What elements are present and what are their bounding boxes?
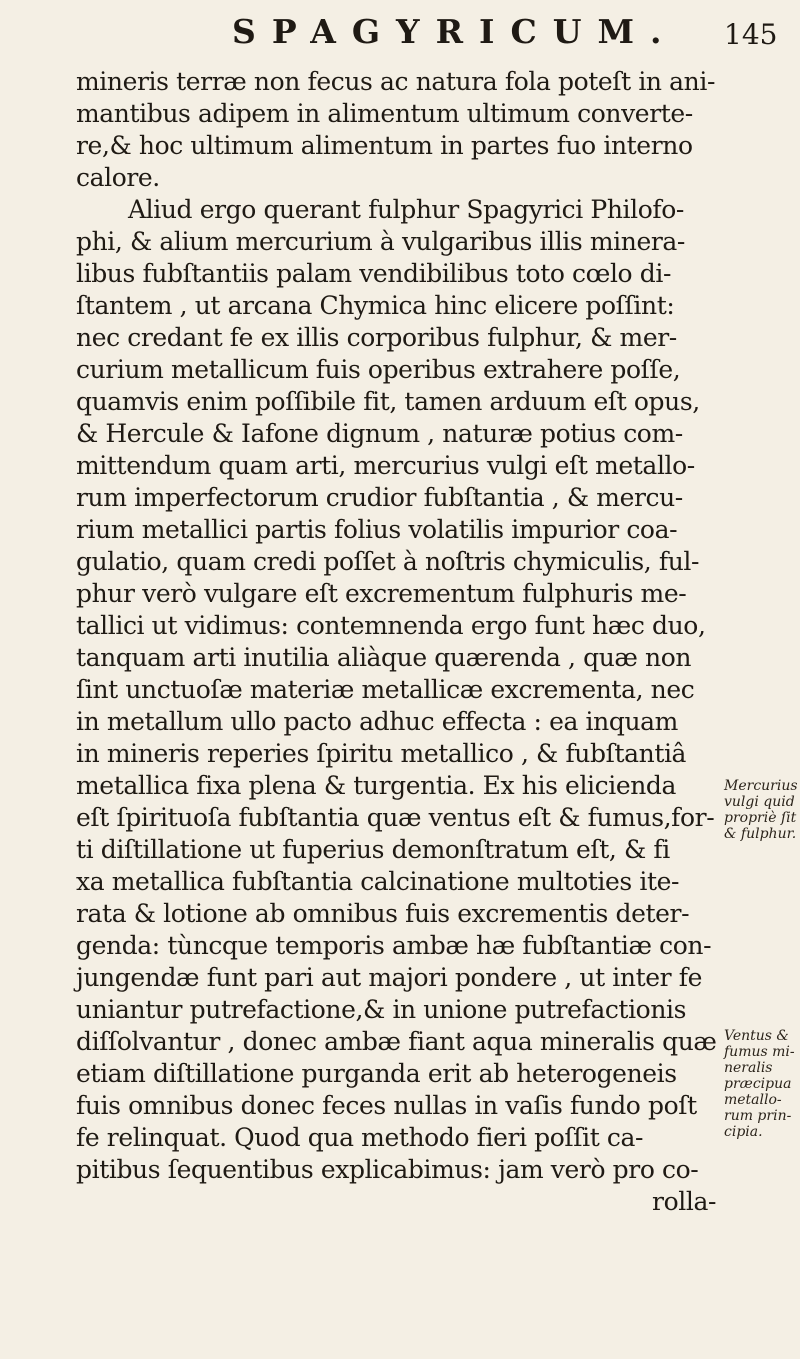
text-line: nec credant fe ex illis corporibus fulphur, & mer- (76, 323, 677, 352)
text-line: gulatio, quam credi poſſet à noſtris chymiculis, ful- (76, 547, 700, 576)
text-line: quamvis enim poſſibile fit, tamen arduum eſt opus, (76, 387, 700, 416)
text-line: mittendum quam arti, mercurius vulgi eſt metallo- (76, 451, 695, 480)
text-line: re,& hoc ultimum alimentum in partes fuo interno (76, 131, 693, 160)
text-line: rium metallici partis folius volatilis impurior coa- (76, 515, 678, 544)
text-line: ſint unctuoſæ materiæ metallicæ excrementa, nec (76, 675, 695, 704)
page-number: 145 (724, 18, 778, 51)
text-line: jungendæ funt pari aut majori pondere , ut inter fe (76, 963, 702, 992)
text-line: tanquam arti inutilia aliàque quærenda , quæ non (76, 643, 692, 672)
catchword: rolla- (652, 1187, 716, 1216)
marginal-line: præcipua (724, 1076, 792, 1092)
marginal-line: & fulphur. (724, 826, 797, 842)
text-line: fe relinquat. Quod qua methodo fieri poſſit ca- (76, 1123, 644, 1152)
text-line: uniantur putrefactione,& in unione putrefactionis (76, 995, 687, 1024)
marginal-line: Ventus & (724, 1028, 789, 1044)
text-line: in mineris reperies ſpiritu metallico , & fubſtantiâ (76, 739, 687, 768)
text-line: fuis omnibus donec feces nullas in vaſis fundo poſt (76, 1091, 697, 1120)
text-line: rata & lotione ab omnibus fuis excrementis deter- (76, 899, 690, 928)
text-line: xa metallica fubſtantia calcinatione multoties ite- (76, 867, 680, 896)
text-line: phur verò vulgare eſt excrementum fulphuris me- (76, 579, 687, 608)
text-line: mantibus adipem in alimentum ultimum converte- (76, 99, 693, 128)
marginal-line: Mercurius (724, 778, 798, 794)
text-line: libus fubſtantiis palam vendibilibus toto cœlo di- (76, 259, 672, 288)
text-line: metallica fixa plena & turgentia. Ex his elicienda (76, 771, 677, 800)
text-line: calore. (76, 163, 160, 192)
running-title: SPAGYRICUM. (232, 12, 678, 51)
text-line: mineris terræ non fecus ac natura fola poteſt in ani- (76, 67, 716, 96)
text-line: pitibus ſequentibus explicabimus: jam verò pro co- (76, 1155, 699, 1184)
marginal-note-ventus (724, 1028, 800, 1140)
text-line: genda: tùncque temporis ambæ hæ fubſtantiæ con- (76, 931, 712, 960)
marginal-note-mercurius (724, 778, 800, 842)
marginal-line: vulgi quid (724, 794, 795, 810)
page-header (0, 8, 800, 58)
marginal-line: metallo- (724, 1092, 782, 1108)
text-line: phi, & alium mercurium à vulgaribus illis minera- (76, 227, 685, 256)
text-line: ſtantem , ut arcana Chymica hinc elicere poſſint: (76, 291, 675, 320)
text-line: curium metallicum fuis operibus extrahere poſſe, (76, 355, 681, 384)
text-line: in metallum ullo pacto adhuc effecta : ea inquam (76, 707, 678, 736)
marginal-line: propriè ſit (724, 810, 797, 826)
text-line: ti diſtillatione ut fuperius demonſtratum eſt, & fi (76, 835, 670, 864)
marginal-line: rum prin- (724, 1108, 792, 1124)
text-line: & Hercule & Iafone dignum , naturæ potius com- (76, 419, 683, 448)
marginal-line: neralis (724, 1060, 773, 1076)
marginal-line: cipia. (724, 1124, 763, 1140)
text-line: rum imperfectorum crudior fubſtantia , & mercu- (76, 483, 683, 512)
text-line: diſſolvantur , donec ambæ fiant aqua mineralis quæ (76, 1027, 717, 1056)
body-text (76, 66, 716, 1218)
text-line: Aliud ergo querant fulphur Spagyrici Philofo- (128, 195, 684, 224)
marginal-line: fumus mi- (724, 1044, 795, 1060)
text-line: tallici ut vidimus: contemnenda ergo funt hæc duo, (76, 611, 706, 640)
text-line: etiam diſtillatione purganda erit ab heterogeneis (76, 1059, 677, 1088)
text-line: eſt ſpirituoſa fubſtantia quæ ventus eſt & fumus,for- (76, 803, 715, 832)
